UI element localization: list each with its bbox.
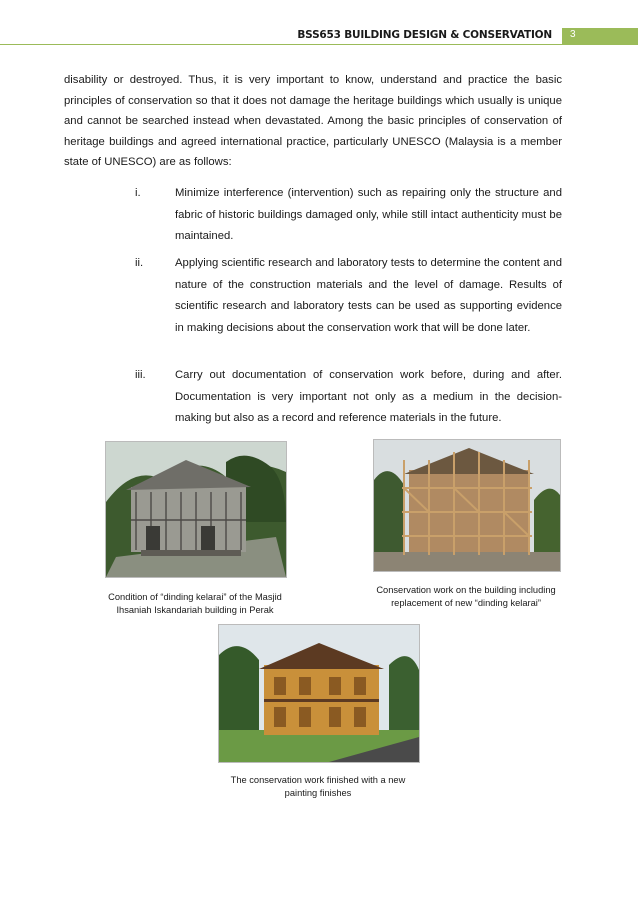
header-rule [0,44,562,45]
list-number: i. [135,187,141,199]
caption-damaged-building: Condition of “dinding kelarai” of the Masjid Ihsaniah Iskandariah building in Perak [108,592,282,615]
caption-scaffolding-building: Conservation work on the building including replacement of new “dinding kelarai” [376,585,556,608]
list-text: Applying scientific research and laboratory tests to determine the content and nature of the construction materials and the level of damage. Results of scientific research and laboratory tests can be used as supporting evidence in making decisions about the conservation work that will be done later. [175,257,562,334]
page-number: 3 [570,29,576,40]
page-number-box [562,28,638,45]
list-text: Minimize interference (intervention) such as repairing only the structure and fabric of historic buildings damaged only, while still intact authenticity must be maintained. [175,187,562,242]
body-paragraph: disability or destroyed. Thus, it is very important to know, understand and practice the basic principles of conservation so that it does not damage the heritage buildings which usually is unique and cannot be searched instead when devastated. Among the basic principles of conservation of heritage buildings and agreed international practice, particularly UNESCO (Malaysia is a member state of UNESCO) are as follows: [64,74,562,168]
caption-finished-building: The conservation work finished with a new painting finishes [230,775,406,798]
list-number: iii. [135,369,146,381]
list-number: ii. [135,257,144,269]
photo-finished-building [218,624,420,763]
list-text: Carry out documentation of conservation work before, during and after. Documentation is very important not only as a medium in the decision-making but also as a record and reference materials in the future. [175,369,562,424]
photo-damaged-building [105,441,287,578]
photo-scaffolding-building [373,439,561,572]
header-title: BSS653 BUILDING DESIGN & CONSERVATION [297,29,552,41]
